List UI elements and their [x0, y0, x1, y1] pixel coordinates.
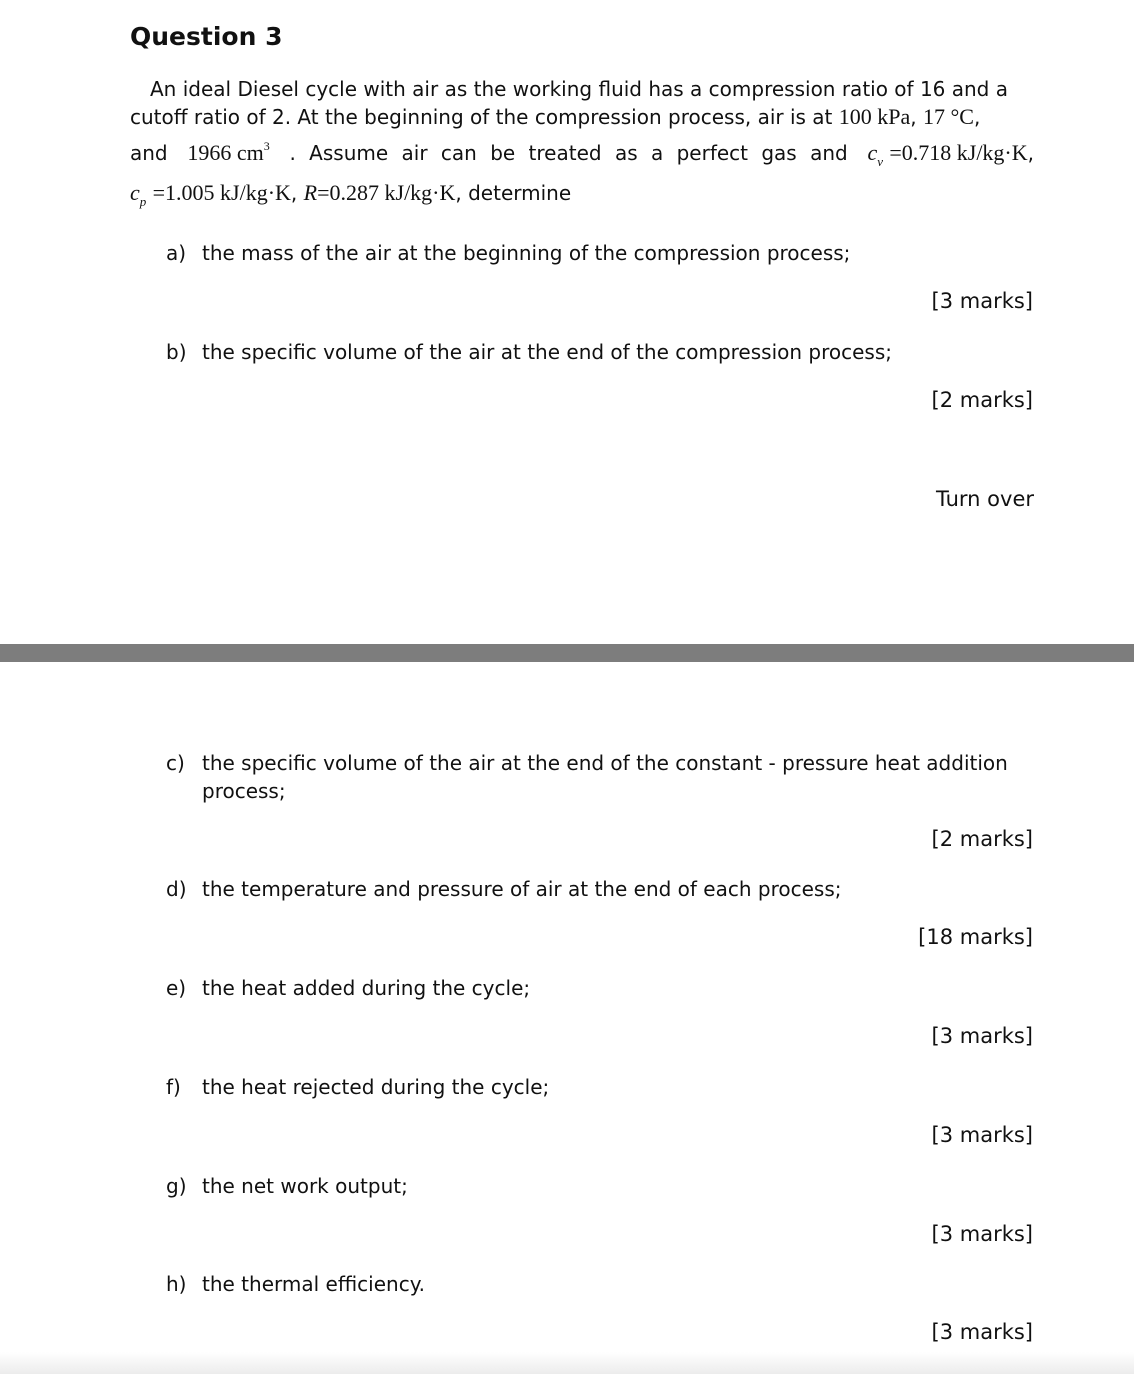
part-f-label: f): [166, 1075, 181, 1099]
part-d-label: d): [166, 877, 187, 901]
intro-line-1: An ideal Diesel cycle with air as the working fluid has a compression ratio of 16 and a: [150, 77, 1008, 101]
part-c-label: c): [166, 751, 185, 775]
part-g: [166, 1174, 408, 1198]
part-h: [166, 1272, 425, 1296]
intro-line-2: cutoff ratio of 2. At the beginning of the compression process, air is at 100 kPa, 17 °C,: [130, 104, 981, 129]
part-h-label: h): [166, 1272, 187, 1296]
part-c-text: the specific volume of the air at the end of the constant - pressure heat addition: [202, 751, 1008, 775]
turn-over: Turn over: [935, 487, 1034, 511]
part-b: [166, 340, 892, 364]
part-d-marks: [18 marks]: [918, 925, 1033, 949]
r-symbol: R: [303, 180, 318, 205]
temperature-value: 17 °C: [922, 104, 974, 129]
part-e-label: e): [166, 976, 187, 1000]
cv-symbol: c: [867, 140, 878, 165]
part-f-marks: [3 marks]: [931, 1123, 1033, 1147]
part-b-label: b): [166, 340, 187, 364]
part-g-marks: [3 marks]: [931, 1222, 1033, 1246]
part-c-marks: [2 marks]: [931, 827, 1033, 851]
cp-symbol: c: [130, 180, 140, 205]
page-divider: [0, 644, 1134, 662]
question-title: Question 3: [130, 22, 283, 51]
intro-line-3: and 1966 $cm^3$ . Assume air can be treated as a perfect gas and $c_v =0.718$ kJ/kg·K,: [130, 139, 1034, 169]
intro-and: and: [130, 141, 168, 165]
part-d-text: the temperature and pressure of air at the end of each process;: [202, 877, 842, 901]
part-a-marks: [3 marks]: [931, 289, 1033, 313]
part-a-text: the mass of the air at the beginning of the compression process;: [202, 241, 851, 265]
part-c-text-continued: process;: [202, 779, 286, 803]
part-a: [166, 241, 850, 265]
determine-text: determine: [468, 181, 572, 205]
r-value: =0.287 kJ/kg·K: [317, 180, 456, 205]
volume-exponent: 3: [263, 139, 270, 153]
cp-subscript: p: [139, 194, 147, 209]
cv-value: =0.718 kJ/kg·K: [889, 140, 1028, 165]
part-h-marks: [3 marks]: [931, 1320, 1033, 1344]
part-h-text: the thermal efficiency.: [202, 1272, 426, 1296]
part-b-text: the specific volume of the air at the end of the compression process;: [202, 340, 892, 364]
part-f-text: the heat rejected during the cycle;: [202, 1075, 550, 1099]
part-a-label: a): [166, 241, 187, 265]
intro-line-3-text: . Assume air can be treated as a perfect gas and: [289, 141, 848, 165]
part-f: [166, 1075, 549, 1099]
part-e-marks: [3 marks]: [931, 1024, 1033, 1048]
page-bottom-shade: [0, 1352, 1134, 1374]
part-e: [166, 976, 530, 1000]
intro-line-2-text: cutoff ratio of 2. At the beginning of the compression process, air is at: [130, 105, 833, 129]
part-d: [166, 877, 842, 901]
cv-subscript: v: [877, 154, 883, 169]
part-e-text: the heat added during the cycle;: [202, 976, 531, 1000]
cp-value: =1.005 kJ/kg·K: [152, 180, 291, 205]
part-b-marks: [2 marks]: [931, 388, 1033, 412]
part-g-text: the net work output;: [202, 1174, 408, 1198]
volume-value: 1966 cm: [187, 140, 264, 165]
intro-line-4: $c_p =1.005$ kJ/kg·K, R=0.287 kJ/kg·K, determine: [130, 180, 572, 209]
pressure-value: 100 kPa: [838, 104, 911, 129]
part-c: [166, 751, 1008, 775]
part-g-label: g): [166, 1174, 187, 1198]
